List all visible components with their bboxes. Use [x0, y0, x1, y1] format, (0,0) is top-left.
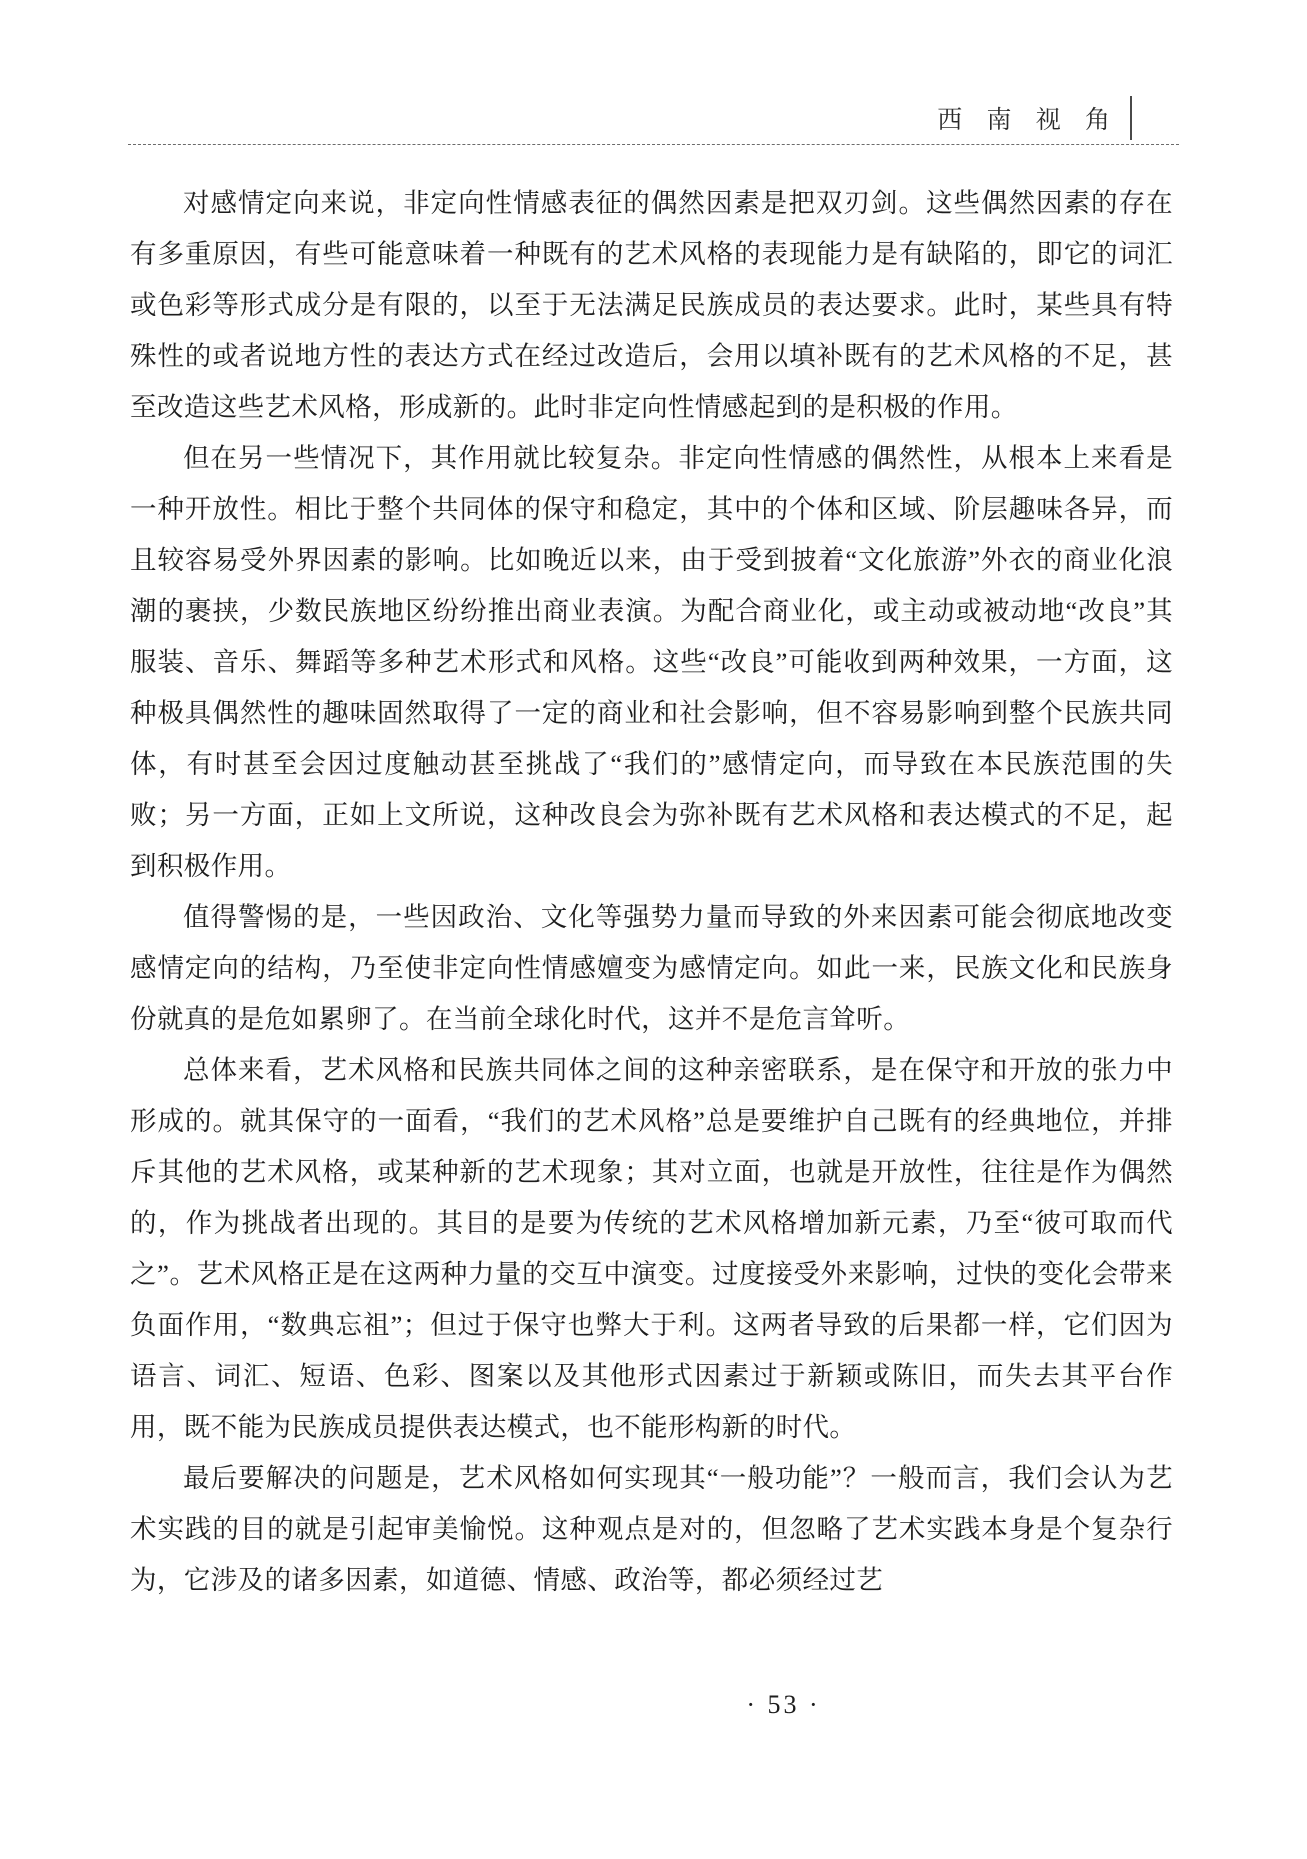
paragraph-5: 最后要解决的问题是，艺术风格如何实现其“一般功能”？一般而言，我们会认为艺术实践的目的就是引起审美愉悦。这种观点是对的，但忽略了艺术实践本身是个复杂行为，它涉及的诸多因素，如道德、情感、政治等，都必须经过艺 [130, 1463, 1173, 1595]
paragraph-3: 值得警惕的是，一些因政治、文化等强势力量而导致的外来因素可能会彻底地改变感情定向的结构，乃至使非定向性情感嬗变为感情定向。如此一来，民族文化和民族身份就真的是危如累卵了。在当前全球化时代，这并不是危言耸听。 [130, 902, 1173, 1034]
page-number: · 53 · [746, 1690, 821, 1719]
paragraph-1: 对感情定向来说，非定向性情感表征的偶然因素是把双刃剑。这些偶然因素的存在有多重原因，有些可能意味着一种既有的艺术风格的表现能力是有缺陷的，即它的词汇或色彩等形式成分是有限的，以至于无法满足民族成员的表达要求。此时，某些具有特殊性的或者说地方性的表达方式在经过改造后，会用以填补既有的艺术风格的不足，甚至改造这些艺术风格，形成新的。此时非定向性情感起到的是积极的作用。 [130, 188, 1173, 422]
body-text [130, 178, 1173, 1606]
running-title: 西 南 视 角 [937, 107, 1119, 134]
paragraph-2: 但在另一些情况下，其作用就比较复杂。非定向性情感的偶然性，从根本上来看是一种开放性。相比于整个共同体的保守和稳定，其中的个体和区域、阶层趣味各异，而且较容易受外界因素的影响。比如晚近以来，由于受到披着“文化旅游”外衣的商业化浪潮的裹挟，少数民族地区纷纷推出商业表演。为配合商业化，或主动或被动地“改良”其服装、音乐、舞蹈等多种艺术形式和风格。这些“改良”可能收到两种效果，一方面，这种极具偶然性的趣味固然取得了一定的商业和社会影响，但不容易影响到整个民族共同体，有时甚至会因过度触动甚至挑战了“我们的”感情定向，而导致在本民族范围的失败；另一方面，正如上文所说，这种改良会为弥补既有艺术风格和表达模式的不足，起到积极作用。 [130, 443, 1173, 881]
header-dashed-rule [128, 144, 1179, 145]
paragraph-4: 总体来看，艺术风格和民族共同体之间的这种亲密联系，是在保守和开放的张力中形成的。就其保守的一面看，“我们的艺术风格”总是要维护自己既有的经典地位，并排斥其他的艺术风格，或某种新的艺术现象；其对立面，也就是开放性，往往是作为偶然的，作为挑战者出现的。其目的是要为传统的艺术风格增加新元素，乃至“彼可取而代之”。艺术风格正是在这两种力量的交互中演变。过度接受外来影响，过快的变化会带来负面作用，“数典忘祖”；但过于保守也弊大于利。这两者导致的后果都一样，它们因为语言、词汇、短语、色彩、图案以及其他形式因素过于新颖或陈旧，而失去其平台作用，既不能为民族成员提供表达模式，也不能形构新的时代。 [130, 1055, 1173, 1442]
page-footer [0, 1690, 1307, 1720]
header-vertical-rule [1130, 96, 1132, 140]
page-header [128, 100, 1179, 160]
